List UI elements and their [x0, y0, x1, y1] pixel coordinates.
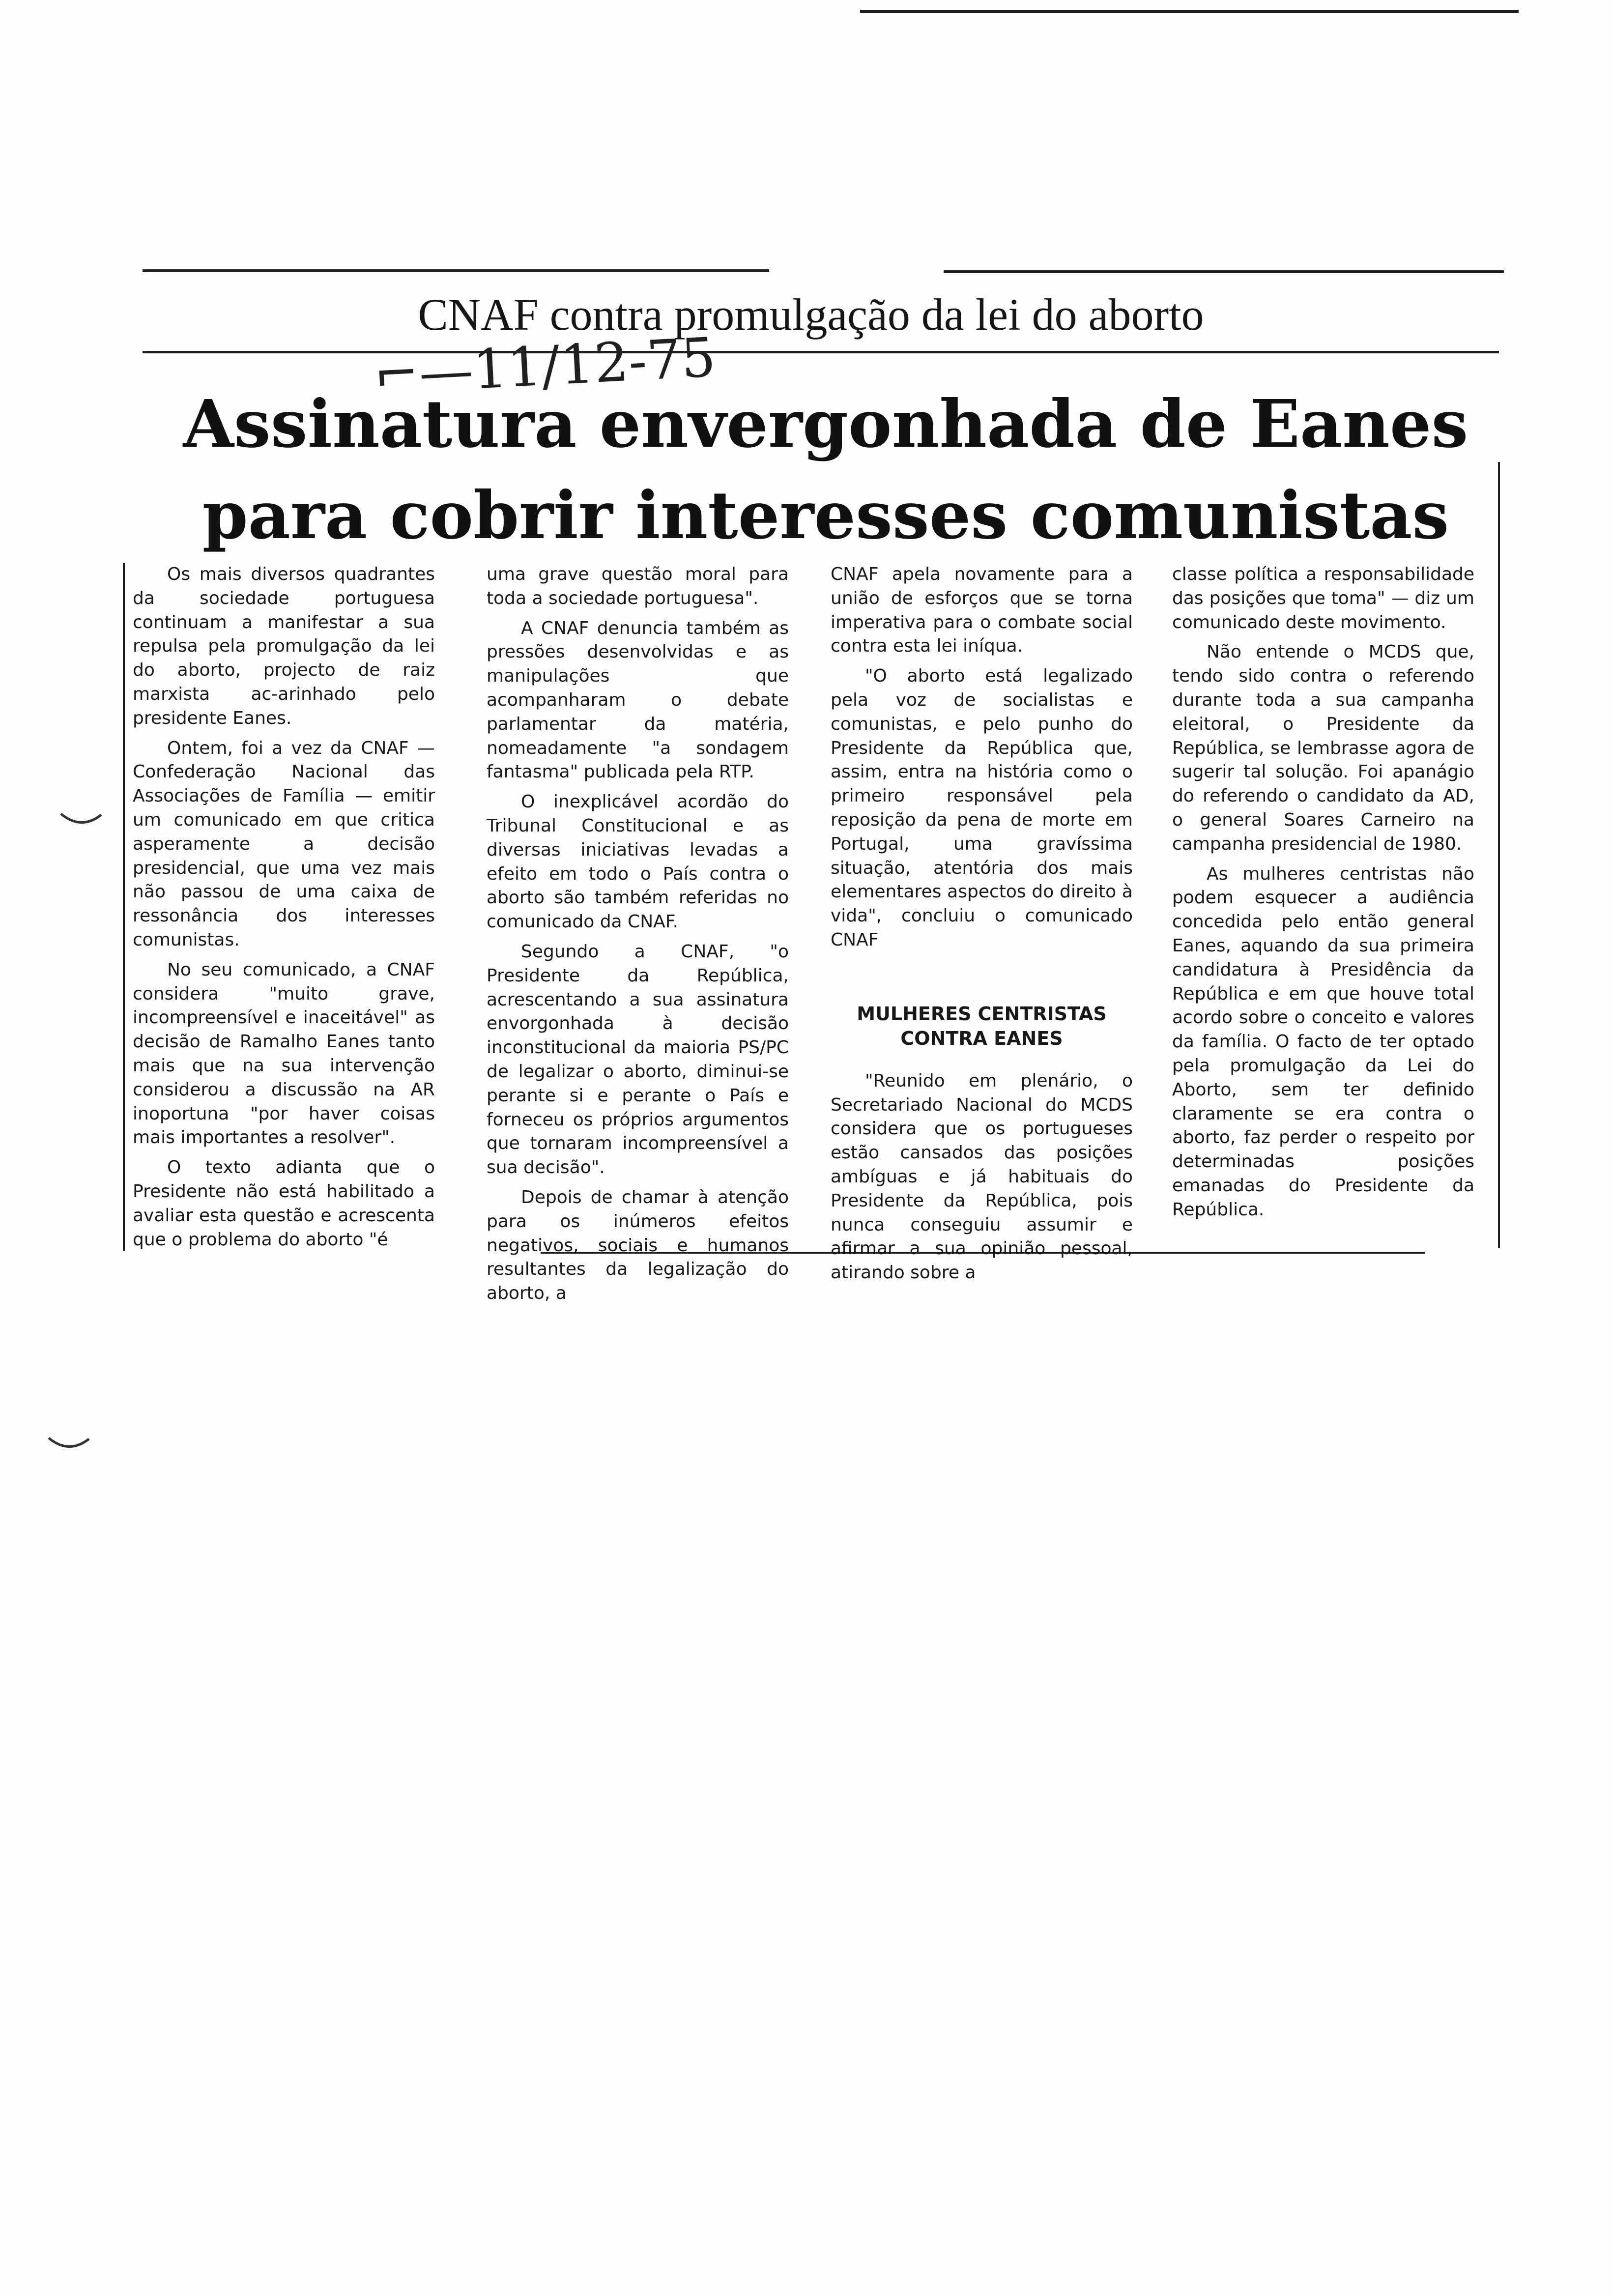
article-column-2 — [487, 563, 789, 1306]
subheading — [831, 1002, 1133, 1051]
paragraph: Não entende o MCDS que, tendo sido contra o referendo durante toda a sua campanha eleitoral, o Presidente da República, se lembrasse agora de sugerir tal solução. Foi apanágio do referendo o candidato da AD, o general Soares Carneiro na campanha presidencial de 1980. — [1172, 642, 1474, 854]
headline — [147, 378, 1504, 561]
kicker-line: CNAF contra promulgação da lei do aborto — [418, 289, 1204, 340]
punch-mark-upper — [59, 811, 103, 831]
kicker-underline — [143, 351, 1499, 353]
paragraph: A CNAF denuncia também as pressões desenvolvidas e as manipulações que acompanharam o debate parlamentar da matéria, nomeadamente "a sondagem fantasma" publicada pela RTP. — [487, 618, 789, 782]
paragraph: Os mais diversos quadrantes da sociedade portuguesa continuam a manifestar a sua repulsa pela promulgação da lei do aborto, projecto de raiz marxista ac-arinhado pelo presidente Eanes. — [133, 564, 435, 728]
subheading-line-2: CONTRA EANES — [900, 1027, 1063, 1049]
top-rule-left — [143, 269, 769, 272]
paragraph: "Reunido em plenário, o Secretariado Nacional do MCDS considera que os portugueses estão cansados das posições ambíguas e já habituais do Presidente da República, pois nunca conseguiu assumir e afirmar a sua opinião pessoal, atirando sobre a — [831, 1070, 1133, 1283]
paragraph: Ontem, foi a vez da CNAF — Confederação Nacional das Associações de Família — emitir um comunicado em que critica asperamente a decisão presidencial, que uma vez mais não passou de uma caixa de ressonância dos interesses comunistas. — [133, 738, 435, 950]
paragraph: No seu comunicado, a CNAF considera "muito grave, incompreensível e inaceitável" as decisão de Ramalho Eanes tanto mais que na sua intervenção considerou a discussão na AR inoportuna "por haver coisas mais importantes a resolver". — [133, 959, 435, 1148]
paragraph: O texto adianta que o Presidente não está habilitado a avaliar esta questão e acrescenta que o problema do aborto "é — [133, 1157, 435, 1250]
frame-right-edge — [1498, 462, 1500, 1248]
punch-mark-lower — [47, 1435, 91, 1455]
paragraph: Segundo a CNAF, "o Presidente da República, acrescentando a sua assinatura envorgonhada à decisão inconstitucional da maioria PS/PC de legalizar o aborto, diminui-se perante si e perante o País e forneceu os próprios argumentos que tornaram incompreensível a sua decisão". — [487, 941, 789, 1178]
subheading-line-1: MULHERES CENTRISTAS — [857, 1003, 1107, 1025]
article-column-1 — [133, 563, 435, 1252]
scan-edge-line — [860, 10, 1519, 13]
handwritten-date-annotation: ⌐—11/12-75 — [372, 325, 718, 407]
paragraph: As mulheres centristas não podem esquecer a audiência concedida pelo então general Eanes, aquando da sua primeira candidatura à Presidência da República e em que houve total acordo sobre o conceito e valores da família. O facto de ter optado pela promulgação da Lei do Aborto, sem ter definido claramente se era contra o aborto, faz perder o respeito por determinadas posições emanadas do Presidente da República. — [1172, 863, 1474, 1220]
article-column-4 — [1172, 563, 1474, 1222]
paragraph: classe política a responsabilidade das posições que toma" — diz um comunicado deste movimento. — [1172, 564, 1474, 632]
headline-line-2: para cobrir interesses comunistas — [202, 477, 1449, 554]
paragraph: CNAF apela novamente para a união de esforços que se torna imperativa para o combate social contra esta lei iníqua. — [831, 564, 1133, 657]
article-column-3 — [831, 563, 1133, 1285]
paragraph: "O aborto está legalizado pela voz de socialistas e comunistas, e pelo punho do Presidente da República que, assim, entra na história como o primeiro responsável pela reposição da pena de morte em Portugal, uma gravíssima situação, atentória dos mais elementares aspectos do direito à vida", concluiu o comunicado CNAF — [831, 666, 1133, 950]
frame-left-edge — [123, 563, 125, 1251]
paragraph: O inexplicável acordão do Tribunal Constitucional e as diversas iniciativas levadas a efeito em todo o País contra o aborto são também referidas no comunicado da CNAF. — [487, 792, 789, 932]
paragraph: uma grave questão moral para toda a sociedade portuguesa". — [487, 564, 789, 608]
paragraph: Depois de chamar à atenção para os inúmeros efeitos negativos, sociais e humanos resultantes da legalização do aborto, a — [487, 1187, 789, 1304]
headline-line-1: Assinatura envergonhada de Eanes — [183, 386, 1468, 462]
top-rule-right — [944, 270, 1504, 273]
